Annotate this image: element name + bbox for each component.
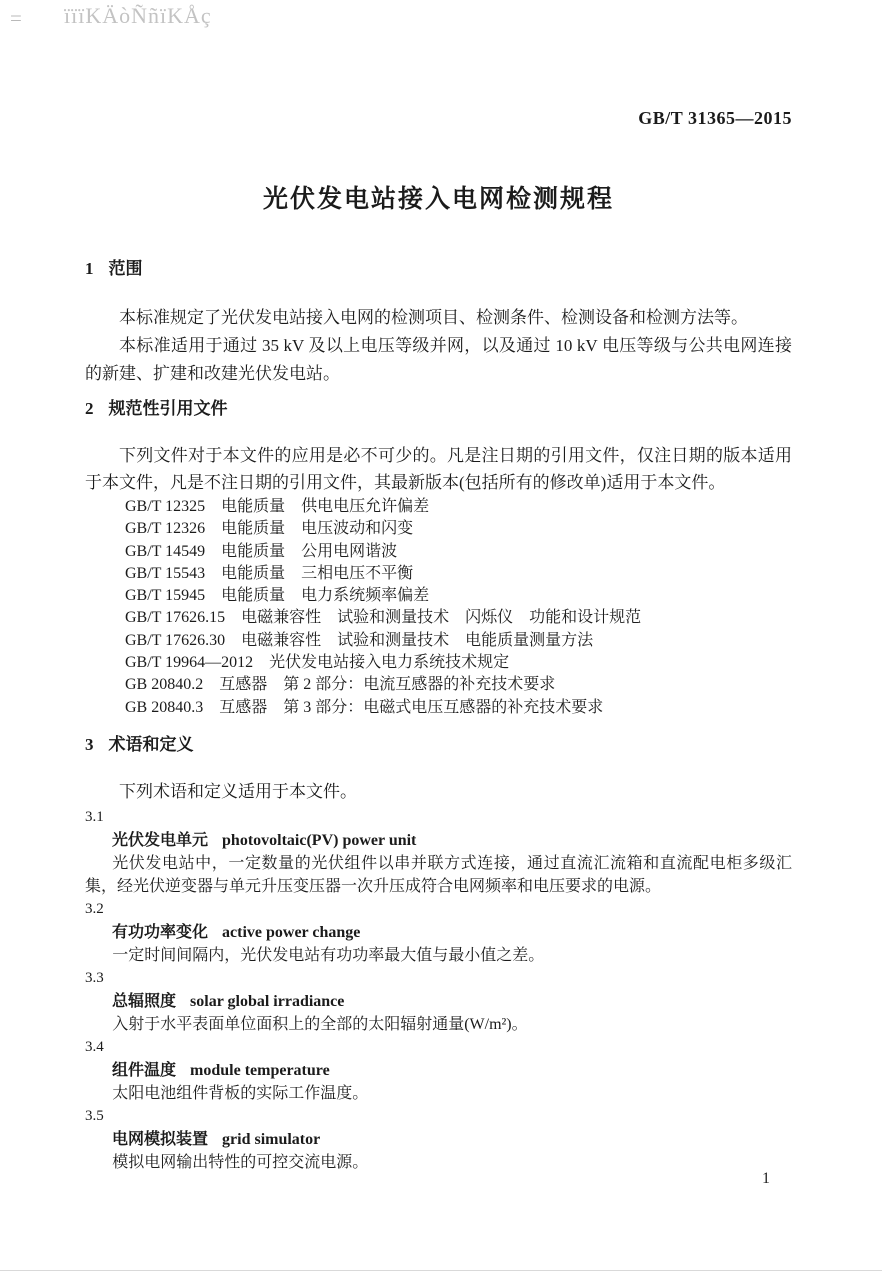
terms-intro: 下列术语和定义适用于本文件。 bbox=[119, 781, 357, 801]
scope-paragraph: 本标准规定了光伏发电站接入电网的检测项目、检测条件、检测设备和检测方法等。 bbox=[119, 308, 748, 327]
scope-paragraph: 本标准适用于通过 35 kV 及以上电压等级并网，以及通过 10 kV 电压等级与公共电网连接的新建、扩建和改建光伏发电站。 bbox=[85, 336, 792, 383]
term-name-en: module temperature bbox=[190, 1061, 330, 1079]
term-block bbox=[85, 967, 792, 1036]
term-block bbox=[85, 1036, 792, 1105]
term-definition: 入射于水平表面单位面积上的全部的太阳辐射通量(W/m²)。 bbox=[112, 1015, 528, 1033]
term-definition: 光伏发电站中，一定数量的光伏组件以串并联方式连接，通过直流汇流箱和直流配电柜多级汇集，经光伏逆变器与单元升压变压器一次升压成符合电网频率和电压要求的电源。 bbox=[85, 854, 792, 895]
page-content bbox=[85, 0, 792, 1174]
reference-item: GB/T 17626.30 电磁兼容性 试验和测量技术 电能质量测量方法 bbox=[125, 631, 594, 649]
section-heading-text: 术语和定义 bbox=[108, 734, 194, 754]
section-scope-body bbox=[85, 304, 792, 388]
terms-list bbox=[85, 806, 792, 1174]
standard-number: GB/T 31365—2015 bbox=[638, 108, 792, 128]
reference-item: GB/T 19964—2012 光伏发电站接入电力系统技术规定 bbox=[125, 654, 510, 672]
term-name-zh: 组件温度 bbox=[112, 1061, 177, 1079]
term-name-en: active power change bbox=[222, 923, 361, 941]
reference-list bbox=[85, 496, 792, 719]
term-definition: 一定时间间隔内，光伏发电站有功功率最大值与最小值之差。 bbox=[112, 946, 545, 964]
term-id: 3.1 bbox=[85, 808, 104, 825]
document-title: 光伏发电站接入电网检测规程 bbox=[262, 186, 614, 213]
reference-item: GB 20840.3 互感器 第 3 部分：电磁式电压互感器的补充技术要求 bbox=[125, 698, 604, 716]
reference-item: GB/T 17626.15 电磁兼容性 试验和测量技术 闪烁仪 功能和设计规范 bbox=[125, 609, 642, 627]
term-name bbox=[85, 1128, 792, 1151]
term-name-en: photovoltaic(PV) power unit bbox=[222, 831, 417, 849]
term-definition: 太阳电池组件背板的实际工作温度。 bbox=[112, 1084, 369, 1102]
term-name-zh: 电网模拟装置 bbox=[112, 1130, 209, 1148]
scan-artifact-equals-mark: = bbox=[10, 6, 22, 30]
page-number: 1 bbox=[762, 1170, 770, 1187]
reference-item: GB/T 12326 电能质量 电压波动和闪变 bbox=[125, 520, 414, 538]
section-scope-heading bbox=[85, 260, 792, 278]
term-id: 3.5 bbox=[85, 1107, 104, 1124]
term-name-zh: 光伏发电单元 bbox=[112, 831, 209, 849]
references-intro: 下列文件对于本文件的应用是必不可少的。凡是注日期的引用文件，仅注日期的版本适用于本文件，凡是不注日期的引用文件，其最新版本(包括所有的修改单)适用于本文件。 bbox=[85, 446, 792, 492]
reference-item: GB/T 15945 电能质量 电力系统频率偏差 bbox=[125, 587, 430, 605]
section-heading-text: 规范性引用文件 bbox=[108, 399, 228, 418]
section-heading-text: 范围 bbox=[108, 259, 143, 278]
reference-item: GB/T 15543 电能质量 三相电压不平衡 bbox=[125, 564, 414, 582]
term-block bbox=[85, 898, 792, 967]
section-number: 2 bbox=[85, 399, 94, 418]
term-name-zh: 总辐照度 bbox=[112, 992, 177, 1010]
section-terms-heading bbox=[85, 736, 792, 754]
term-name bbox=[85, 829, 792, 852]
reference-item: GB/T 14549 电能质量 公用电网谐波 bbox=[125, 542, 398, 560]
term-id: 3.2 bbox=[85, 900, 104, 917]
term-name-en: solar global irradiance bbox=[190, 992, 345, 1010]
section-references-heading bbox=[85, 400, 792, 418]
term-name-zh: 有功功率变化 bbox=[112, 923, 209, 941]
term-definition: 模拟电网输出特性的可控交流电源。 bbox=[112, 1153, 369, 1171]
section-number: 3 bbox=[85, 734, 94, 754]
watermark-text: ïïïKÄòÑñïKÅç bbox=[64, 3, 212, 28]
section-number: 1 bbox=[85, 259, 94, 278]
term-block bbox=[85, 806, 792, 898]
term-name-en: grid simulator bbox=[222, 1130, 321, 1148]
term-name bbox=[85, 990, 792, 1013]
term-id: 3.3 bbox=[85, 969, 104, 986]
term-block bbox=[85, 1105, 792, 1174]
reference-item: GB 20840.2 互感器 第 2 部分：电流互感器的补充技术要求 bbox=[125, 676, 556, 694]
term-id: 3.4 bbox=[85, 1038, 104, 1055]
term-name bbox=[85, 1059, 792, 1082]
term-name bbox=[85, 921, 792, 944]
reference-item: GB/T 12325 电能质量 供电电压允许偏差 bbox=[125, 498, 430, 515]
